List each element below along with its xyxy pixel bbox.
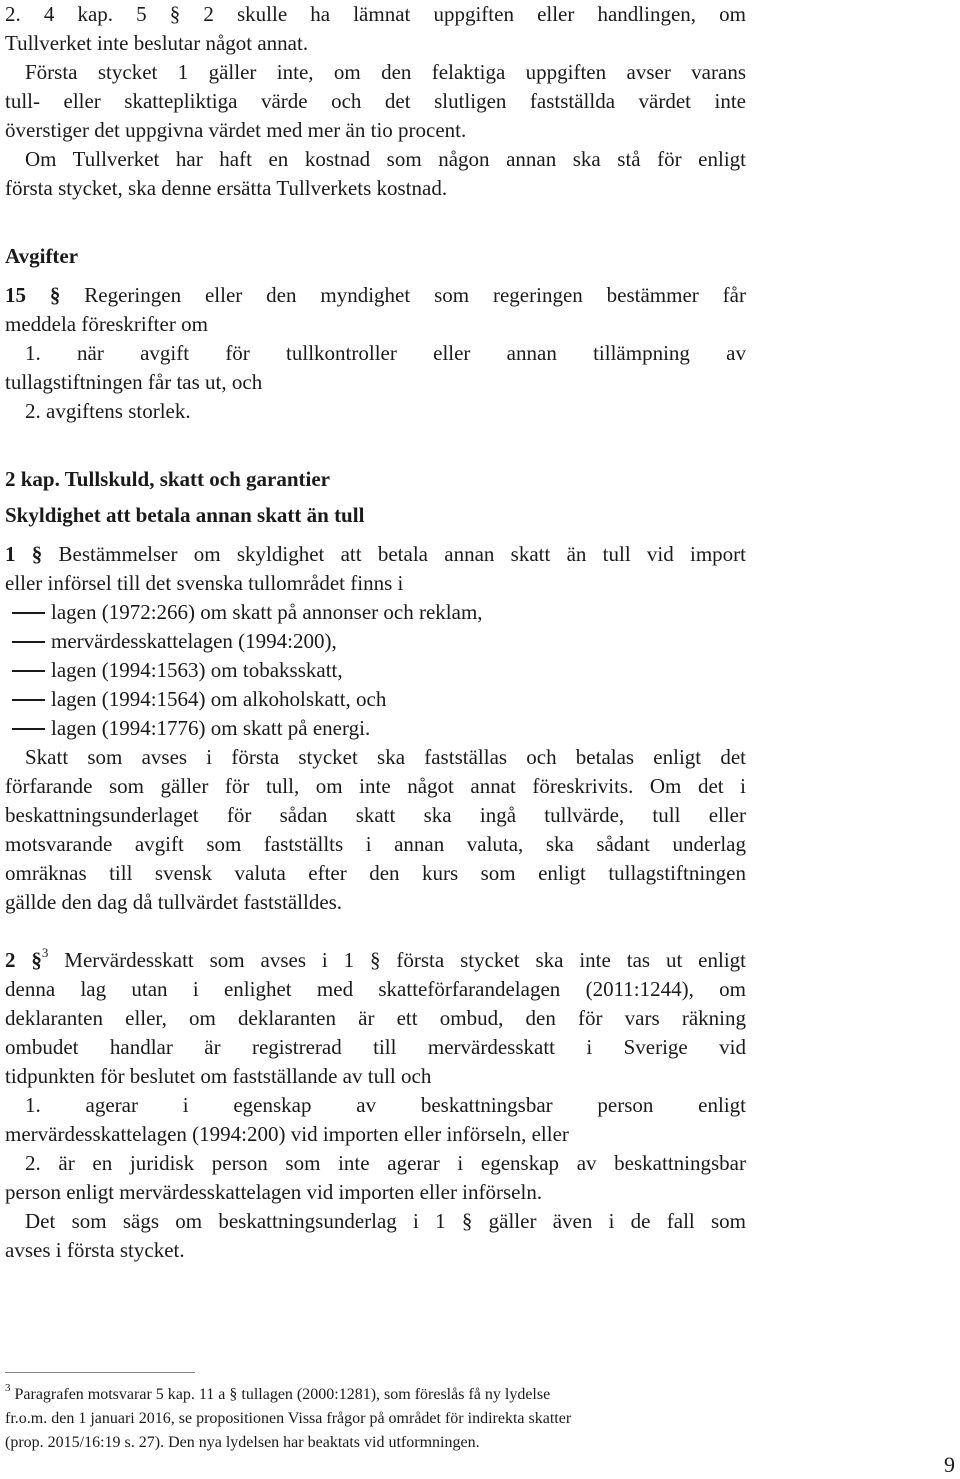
section-heading: Skyldighet att betala annan skatt än tull — [5, 503, 365, 527]
list-item: 2. är en juridisk person som inte agerar i egenskap av beskattningsbar — [25, 1151, 746, 1175]
dash-list-item — [5, 714, 746, 742]
footnote-text: Paragrafen motsvarar 5 kap. 11 a § tullagen (2000:1281), som föreslås få ny lydelse — [14, 1386, 551, 1403]
footnote-mark: 3 — [5, 1381, 11, 1394]
list-item: mervärdesskattelagen (1994:200) vid importen eller införseln, eller — [5, 1122, 569, 1146]
paragraph-number: 15 § — [5, 283, 61, 307]
dash-list-item — [5, 685, 746, 713]
dash-list-text: mervärdesskattelagen (1994:200), — [51, 629, 337, 653]
body-text-line: gällde den dag då tullvärdet fastställdes. — [5, 890, 343, 914]
paragraph-1-line — [5, 540, 746, 568]
dash-list-text: lagen (1994:1776) om skatt på energi. — [51, 716, 371, 740]
page-number: 9 — [944, 1452, 955, 1477]
footnote-line: (prop. 2015/16:19 s. 27). Den nya lydelsen har beaktats vid utformningen. — [5, 1434, 480, 1451]
body-text-line: Skatt som avses i första stycket ska fastställas och betalas enligt det — [25, 745, 746, 769]
footnote-separator — [5, 1372, 195, 1373]
body-text-line: 2. 4 kap. 5 § 2 skulle ha lämnat uppgiften eller handlingen, om — [5, 2, 746, 26]
body-text-line: motsvarande avgift som fastställts i annan valuta, ska sådant underlag — [5, 832, 746, 856]
dash-list-text: lagen (1972:266) om skatt på annonser och reklam, — [51, 600, 483, 624]
body-text-line: Om Tullverket har haft en kostnad som någon annan ska stå för enligt — [25, 147, 746, 171]
dash-marker — [12, 728, 45, 730]
body-text-line: omräknas till svensk valuta efter den kurs som enligt tullagstiftningen — [5, 861, 746, 885]
body-text-line: tull- eller skattepliktiga värde och det slutligen fastställda värdet inte — [5, 89, 746, 113]
dash-marker — [12, 612, 45, 614]
list-item: 1. agerar i egenskap av beskattningsbar person enligt — [25, 1093, 746, 1117]
body-text-line: Det som sägs om beskattningsunderlag i 1 § gäller även i de fall som — [25, 1209, 746, 1233]
chapter-heading: 2 kap. Tullskuld, skatt och garantier — [5, 467, 331, 491]
list-item: tullagstiftningen får tas ut, och — [5, 370, 263, 394]
body-text-line: tidpunkten för beslutet om fastställande av tull och — [5, 1064, 432, 1088]
dash-list-item — [5, 598, 746, 626]
paragraph-2-line — [5, 946, 746, 974]
dash-list-text: lagen (1994:1564) om alkoholskatt, och — [51, 687, 387, 711]
dash-list-item — [5, 627, 746, 655]
dash-marker — [12, 641, 45, 643]
paragraph-1-line: eller införsel till det svenska tullområdet finns i — [5, 571, 404, 595]
body-text-line: Tullverket inte beslutar något annat. — [5, 31, 309, 55]
paragraph-number: 2 § — [5, 948, 42, 972]
dash-marker — [12, 670, 45, 672]
paragraph-15-line — [5, 281, 746, 309]
footnote-line — [5, 1383, 550, 1407]
list-item: person enligt mervärdesskattelagen vid importen eller införseln. — [5, 1180, 543, 1204]
list-item: 1. när avgift för tullkontroller eller annan tillämpning av — [25, 341, 746, 365]
body-text-line: första stycket, ska denne ersätta Tullverkets kostnad. — [5, 176, 448, 200]
paragraph-15-line: meddela föreskrifter om — [5, 312, 208, 336]
body-text-line: Första stycket 1 gäller inte, om den felaktiga uppgiften avser varans — [25, 60, 746, 84]
dash-list-text: lagen (1994:1563) om tobaksskatt, — [51, 658, 343, 682]
body-text-line: avses i första stycket. — [5, 1238, 185, 1262]
paragraph-text: Regeringen eller den myndighet som regeringen bestämmer får — [84, 283, 746, 307]
paragraph-number: 1 § — [5, 542, 43, 566]
body-text-line: överstiger det uppgivna värdet med mer än tio procent. — [5, 118, 467, 142]
dash-marker — [12, 699, 45, 701]
body-text-line: denna lag utan i enlighet med skatteförfarandelagen (2011:1244), om — [5, 977, 746, 1001]
footnote-reference: 3 — [41, 945, 49, 960]
body-text-line: beskattningsunderlaget för sådan skatt ska ingå tullvärde, tull eller — [5, 803, 746, 827]
list-item: 2. avgiftens storlek. — [25, 399, 191, 423]
section-heading-avgifter: Avgifter — [5, 244, 79, 268]
body-text-line: förfarande som gäller för tull, om inte något annat föreskrivits. Om det i — [5, 774, 746, 798]
dash-list-item — [5, 656, 746, 684]
paragraph-text: Bestämmelser om skyldighet att betala annan skatt än tull vid import — [58, 542, 746, 566]
footnote-line: fr.o.m. den 1 januari 2016, se propositionen Vissa frågor på området för indirekta skatter — [5, 1410, 572, 1427]
body-text-line: ombudet handlar är registrerad till mervärdesskatt i Sverige vid — [5, 1035, 746, 1059]
paragraph-text: Mervärdesskatt som avses i 1 § första stycket ska inte tas ut enligt — [64, 948, 746, 972]
body-text-line: deklaranten eller, om deklaranten är ett ombud, den för vars räkning — [5, 1006, 746, 1030]
